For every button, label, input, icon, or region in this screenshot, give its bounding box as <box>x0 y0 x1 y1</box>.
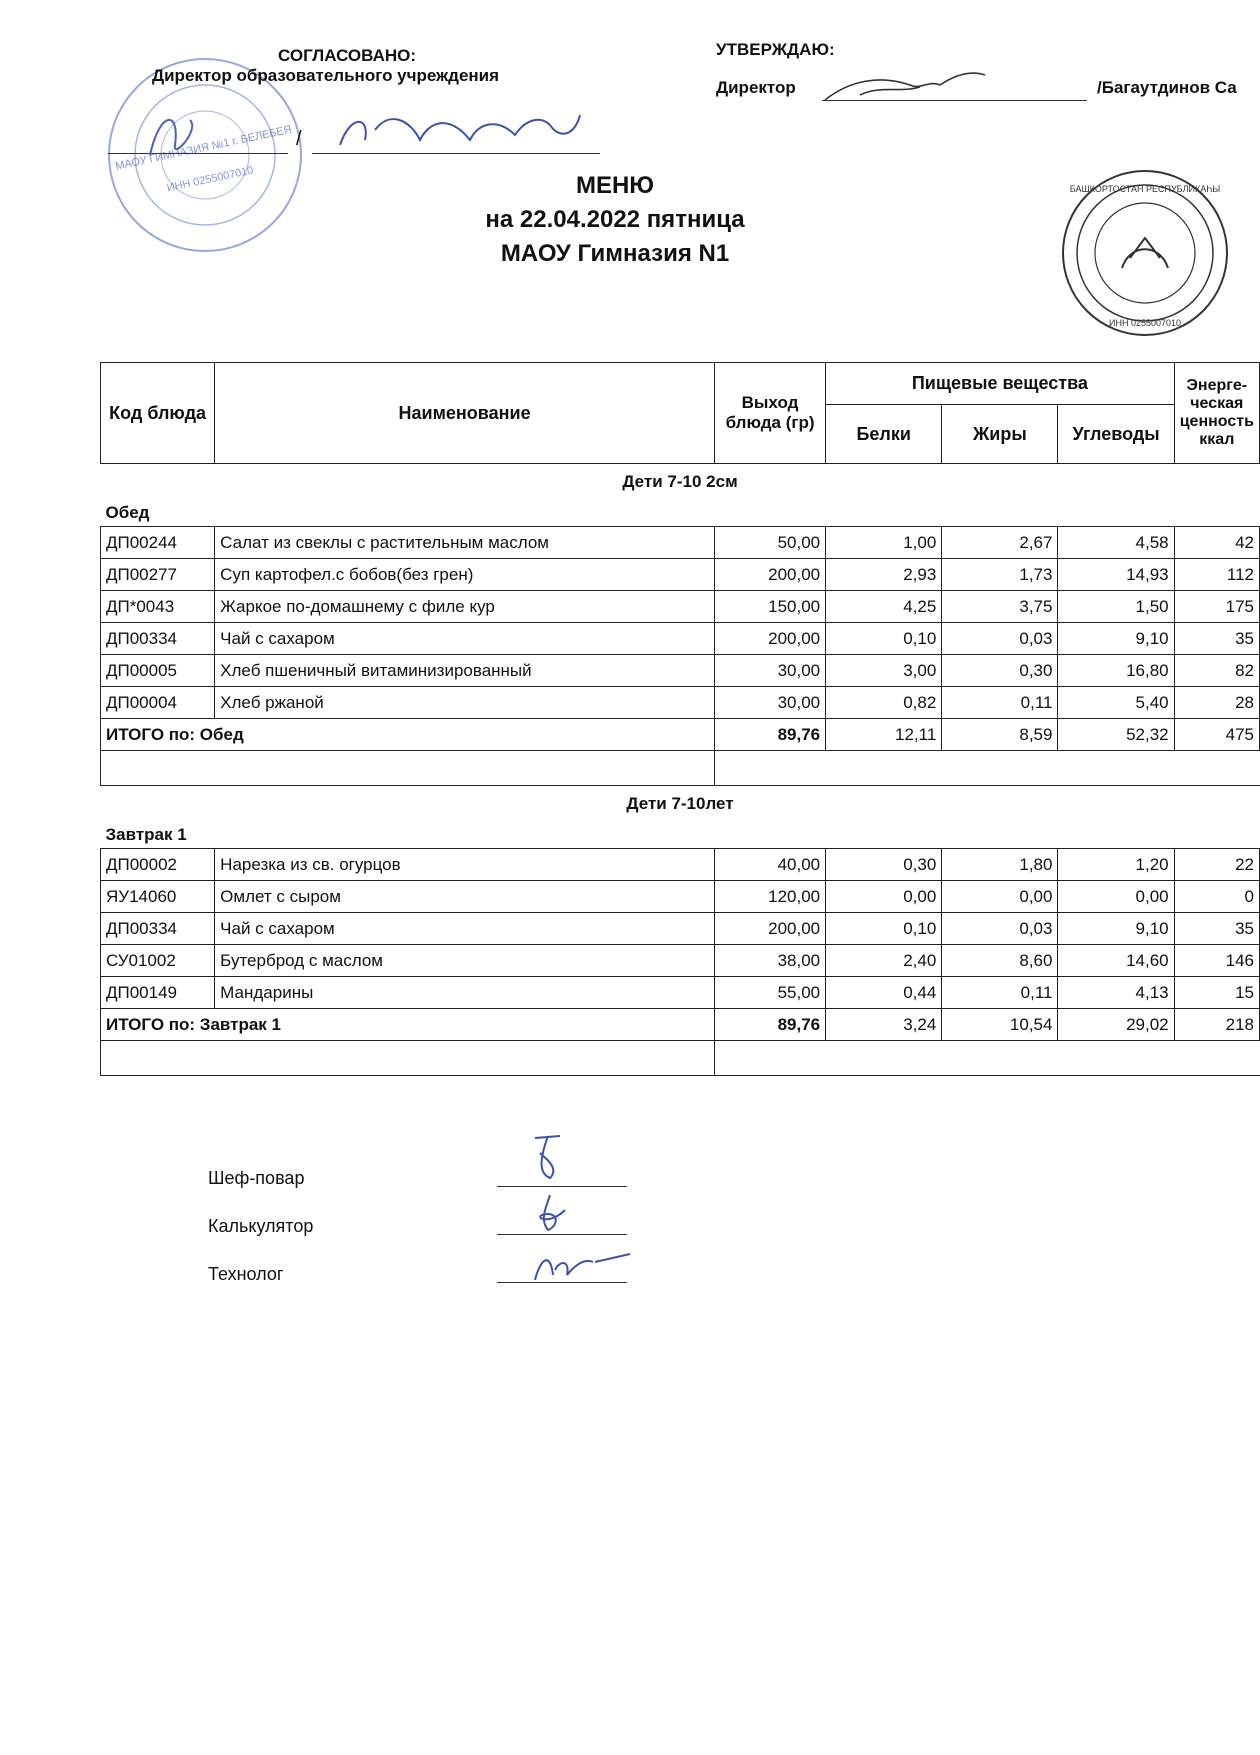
dish-name: Салат из свеклы с растительным маслом <box>215 527 715 559</box>
dish-protein: 2,40 <box>826 945 942 977</box>
dish-energy: 42 <box>1174 527 1259 559</box>
meal-heading: Обед <box>105 503 150 522</box>
dish-output: 40,00 <box>714 849 825 881</box>
dish-energy: 112 <box>1174 559 1259 591</box>
blank-cell <box>714 1041 1259 1076</box>
col-protein: Белки <box>826 405 942 464</box>
dish-fat: 3,75 <box>942 591 1058 623</box>
table-row <box>101 881 1260 913</box>
col-name: Наименование <box>215 363 715 464</box>
dish-output: 55,00 <box>714 977 825 1009</box>
dish-output: 200,00 <box>714 623 825 655</box>
calculator-label: Калькулятор <box>208 1216 314 1236</box>
col-output: Выход блюда (гр) <box>714 363 825 464</box>
dish-code: ДП00334 <box>101 913 215 945</box>
dish-protein: 1,00 <box>826 527 942 559</box>
approved-title: СОГЛАСОВАНО: <box>278 46 417 65</box>
technologist-label: Технолог <box>208 1264 284 1284</box>
dish-name: Мандарины <box>215 977 715 1009</box>
col-fat: Жиры <box>942 405 1058 464</box>
blank-row <box>101 1041 1260 1076</box>
total-energy: 475 <box>1174 719 1259 751</box>
dish-code: ДП*0043 <box>101 591 215 623</box>
table-row <box>101 945 1260 977</box>
dish-protein: 4,25 <box>826 591 942 623</box>
dish-fat: 1,80 <box>942 849 1058 881</box>
col-nutrients: Пищевые вещества <box>826 363 1175 405</box>
confirm-title: УТВЕРЖДАЮ: <box>716 40 835 59</box>
total-output: 89,76 <box>714 1009 825 1041</box>
table-row <box>101 527 1260 559</box>
dish-carbs: 5,40 <box>1058 687 1174 719</box>
dish-output: 150,00 <box>714 591 825 623</box>
dish-output: 200,00 <box>714 559 825 591</box>
dish-fat: 0,03 <box>942 623 1058 655</box>
dish-energy: 15 <box>1174 977 1259 1009</box>
director-signature-line <box>822 100 1087 101</box>
dish-name: Чай с сахаром <box>215 623 715 655</box>
blank-cell <box>101 1041 715 1076</box>
dish-protein: 0,82 <box>826 687 942 719</box>
dish-code: СУ01002 <box>101 945 215 977</box>
approved-signature <box>120 100 620 170</box>
dish-fat: 0,30 <box>942 655 1058 687</box>
dish-fat: 1,73 <box>942 559 1058 591</box>
dish-protein: 0,30 <box>826 849 942 881</box>
dish-energy: 82 <box>1174 655 1259 687</box>
table-row <box>101 687 1260 719</box>
dish-code: ДП00277 <box>101 559 215 591</box>
director-name: /Багаутдинов Са <box>1097 78 1237 97</box>
dish-energy: 22 <box>1174 849 1259 881</box>
dish-output: 50,00 <box>714 527 825 559</box>
blank-cell <box>101 751 715 786</box>
table-row <box>101 559 1260 591</box>
col-carbs: Углеводы <box>1058 405 1174 464</box>
dish-code: ДП00002 <box>101 849 215 881</box>
dish-output: 200,00 <box>714 913 825 945</box>
dish-carbs: 1,50 <box>1058 591 1174 623</box>
dish-carbs: 16,80 <box>1058 655 1174 687</box>
dish-code: ДП00005 <box>101 655 215 687</box>
dish-fat: 0,11 <box>942 977 1058 1009</box>
dish-carbs: 9,10 <box>1058 623 1174 655</box>
dish-protein: 3,00 <box>826 655 942 687</box>
dish-fat: 0,03 <box>942 913 1058 945</box>
meal-row <box>101 500 1260 527</box>
table-row <box>101 913 1260 945</box>
dish-code: ДП00334 <box>101 623 215 655</box>
total-row <box>101 719 1260 751</box>
svg-text:БАШКОРТОСТАН РЕСПУБЛИКАҺЫ: БАШКОРТОСТАН РЕСПУБЛИКАҺЫ <box>1069 184 1221 194</box>
dish-code: ДП00149 <box>101 977 215 1009</box>
dish-carbs: 4,58 <box>1058 527 1174 559</box>
dish-carbs: 0,00 <box>1058 881 1174 913</box>
chef-label: Шеф-повар <box>208 1168 305 1188</box>
chef-signature <box>520 1128 580 1188</box>
dish-fat: 8,60 <box>942 945 1058 977</box>
total-label: ИТОГО по: Завтрак 1 <box>101 1009 715 1041</box>
total-fat: 10,54 <box>942 1009 1058 1041</box>
dish-code: ДП00244 <box>101 527 215 559</box>
dish-output: 38,00 <box>714 945 825 977</box>
dish-energy: 146 <box>1174 945 1259 977</box>
col-code: Код блюда <box>101 363 215 464</box>
official-round-stamp <box>1060 168 1230 338</box>
technologist-signature <box>525 1240 635 1285</box>
dish-output: 30,00 <box>714 687 825 719</box>
dish-carbs: 9,10 <box>1058 913 1174 945</box>
group-heading: Дети 7-10лет <box>626 794 734 813</box>
page-title: МЕНЮ <box>575 172 655 199</box>
director-signature <box>820 65 990 110</box>
total-output: 89,76 <box>714 719 825 751</box>
dish-name: Жаркое по-домашнему с филе кур <box>215 591 715 623</box>
dish-energy: 0 <box>1174 881 1259 913</box>
total-protein: 3,24 <box>826 1009 942 1041</box>
total-label: ИТОГО по: Обед <box>101 719 715 751</box>
dish-energy: 28 <box>1174 687 1259 719</box>
dish-name: Суп картофел.с бобов(без грен) <box>215 559 715 591</box>
slash-mark: / <box>296 128 302 150</box>
svg-text:ИНН 0255007010: ИНН 0255007010 <box>1108 318 1182 328</box>
dish-fat: 0,00 <box>942 881 1058 913</box>
dish-energy: 175 <box>1174 591 1259 623</box>
dish-energy: 35 <box>1174 913 1259 945</box>
dish-output: 120,00 <box>714 881 825 913</box>
total-protein: 12,11 <box>826 719 942 751</box>
table-row <box>101 655 1260 687</box>
group-row <box>101 464 1260 501</box>
meal-row <box>101 822 1260 849</box>
group-row <box>101 786 1260 823</box>
blank-row <box>101 751 1260 786</box>
dish-protein: 0,10 <box>826 913 942 945</box>
dish-name: Чай с сахаром <box>215 913 715 945</box>
meal-heading: Завтрак 1 <box>105 825 187 844</box>
total-carbs: 29,02 <box>1058 1009 1174 1041</box>
dish-name: Хлеб ржаной <box>215 687 715 719</box>
school-name: МАОУ Гимназия N1 <box>500 240 730 267</box>
dish-code: ЯУ14060 <box>101 881 215 913</box>
menu-date: на 22.04.2022 пятница <box>485 206 745 233</box>
dish-name: Бутерброд с маслом <box>215 945 715 977</box>
table-row <box>101 591 1260 623</box>
dish-name: Омлет с сыром <box>215 881 715 913</box>
dish-protein: 0,10 <box>826 623 942 655</box>
blank-cell <box>714 751 1259 786</box>
svg-text:МАОУ ГИМНАЗИЯ №1 г. БЕЛЕБЕЯ: МАОУ ГИМНАЗИЯ №1 г. БЕЛЕБЕЯ <box>114 123 293 173</box>
table-row <box>101 849 1260 881</box>
dish-protein: 0,00 <box>826 881 942 913</box>
svg-text:ИНН 0255007010: ИНН 0255007010 <box>165 164 255 195</box>
dish-energy: 35 <box>1174 623 1259 655</box>
table-row <box>101 623 1260 655</box>
dish-carbs: 14,93 <box>1058 559 1174 591</box>
dish-carbs: 14,60 <box>1058 945 1174 977</box>
dish-fat: 2,67 <box>942 527 1058 559</box>
table-row <box>101 977 1260 1009</box>
approved-by: Директор образовательного учреждения <box>152 66 500 85</box>
total-energy: 218 <box>1174 1009 1259 1041</box>
dish-protein: 0,44 <box>826 977 942 1009</box>
dish-name: Хлеб пшеничный витаминизированный <box>215 655 715 687</box>
dish-code: ДП00004 <box>101 687 215 719</box>
dish-carbs: 4,13 <box>1058 977 1174 1009</box>
group-heading: Дети 7-10 2см <box>622 472 738 491</box>
calculator-signature <box>520 1190 580 1240</box>
total-fat: 8,59 <box>942 719 1058 751</box>
menu-table <box>100 362 1260 1076</box>
dish-output: 30,00 <box>714 655 825 687</box>
dish-fat: 0,11 <box>942 687 1058 719</box>
dish-name: Нарезка из св. огурцов <box>215 849 715 881</box>
director-label: Директор <box>716 78 796 97</box>
total-row <box>101 1009 1260 1041</box>
dish-carbs: 1,20 <box>1058 849 1174 881</box>
col-energy: Энерге- ческая ценность ккал <box>1174 363 1259 464</box>
dish-protein: 2,93 <box>826 559 942 591</box>
total-carbs: 52,32 <box>1058 719 1174 751</box>
